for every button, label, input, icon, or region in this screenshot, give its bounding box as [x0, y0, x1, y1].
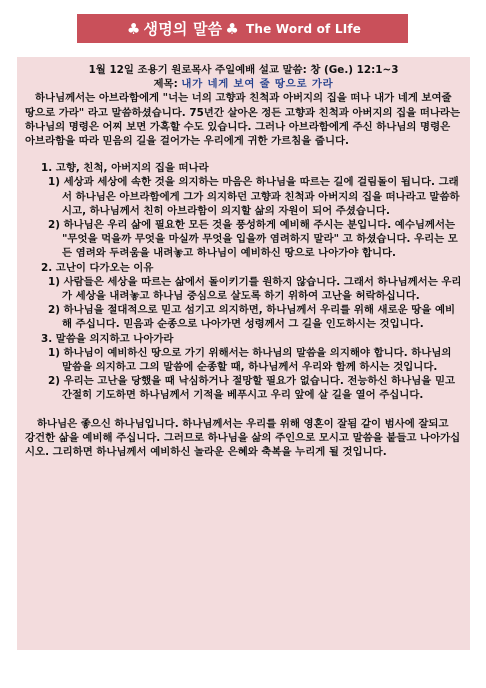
banner-title-en: The Word of LIfe — [246, 21, 362, 36]
sermon-title: 내가 네게 보여 줄 땅으로 가라 — [181, 78, 334, 91]
sermon-panel — [17, 57, 470, 650]
spacer — [25, 148, 462, 161]
club-icon: ♣ — [126, 19, 141, 38]
section-heading: 3. 말씀을 의지하고 나아가라 — [41, 332, 174, 345]
banner-title-ko: 생명의 말씀 — [143, 20, 223, 38]
list-item: 1) 사람들은 세상을 따르는 삶에서 돌이키기를 원하지 않습니다. 그래서 하나님께서는 우리가 세상을 내려놓고 하나님 중심으로 살도록 하기 위하여 고난을 허락하십니다. — [48, 275, 462, 303]
list-item: 2) 하나님을 절대적으로 믿고 섬기고 의지하면, 하나님께서 우리를 위해 새로운 땅을 예비해 주십니다. 믿음과 순종으로 나아가면 성령께서 그 길을 인도하시는 것입니다. — [48, 304, 456, 331]
club-icon: ♣ — [225, 19, 240, 38]
list-item: 1) 세상과 세상에 속한 것을 의지하는 마음은 하나님을 따르는 길에 걸림돌이 됩니다. 그래서 하나님은 아브라함에게 그가 의지하던 고향과 친척과 아버지의 집을 떠나라고 말씀하시고, 하나님께서 친히 아브라함이 의지할 삶의 자원이 되어 주셨습니다. — [48, 176, 460, 217]
intro-paragraph: 하나님께서는 아브라함에게 "너는 너의 고향과 친척과 아버지의 집을 떠나 내가 네게 보여줄 땅으로 가라" 라고 말씀하셨습니다. 75년간 살아온 정든 고향과 친척과 아버지의 집을 떠나라는 하나님의 명령은 어찌 보면 가혹할 수도 있습니다. 그러나 아브라함에게 주신 하나님의 명령은 아브라함을 따라 믿음의 길을 걸어가는 우리에게 귀한 가르침을 줍니다. — [25, 92, 460, 148]
section-heading: 2. 고난이 다가오는 이유 — [41, 261, 154, 274]
sermon-title-label: 제목: — [153, 78, 182, 91]
sermon-info: 1월 12일 조용기 원로목사 주일예배 설교 말씀: 창 (Ge.) 12:1~3 — [88, 64, 399, 76]
sermon-title-line — [25, 77, 462, 91]
section-heading: 1. 고향, 친척, 아버지의 집을 떠나라 — [41, 162, 209, 175]
list-item: 2) 우리는 고난을 당했을 때 낙심하거나 절망할 필요가 없습니다. 전능하신 하나님을 믿고 간절히 기도하면 하나님께서 기적을 베푸시고 우리 앞에 살 길을 열어 주십니다. — [48, 375, 456, 402]
list-item: 2) 하나님은 우리 삶에 필요한 모든 것을 풍성하게 예비해 주시는 분입니다. 예수님께서는 "무엇을 먹을까 무엇을 마실까 무엇을 입을까 염려하지 말라" 고 하셨습니다. 우리는 모든 염려와 두려움을 내려놓고 하나님이 예비하신 땅으로 나아가야 합니다. — [48, 219, 458, 260]
title-banner — [77, 14, 408, 43]
list-item: 1) 하나님이 예비하신 땅으로 가기 위해서는 하나님의 말씀을 의지해야 합니다. 하나님의 말씀을 의지하고 그의 말씀에 순종할 때, 하나님께서 우리와 함께 하시는 것입니다. — [48, 346, 452, 374]
closing-paragraph: 하나님은 좋으신 하나님입니다. 하나님께서는 우리를 위해 영혼이 잘됨 같이 범사에 잘되고 강건한 삶을 예비해 주십니다. 그러므로 하나님을 삶의 주인으로 모시고 말씀을 붙들고 나아가십시오. 그리하면 하나님께서 예비하신 놀라운 은혜와 축복을 누리게 될 것입니다. — [25, 417, 461, 459]
